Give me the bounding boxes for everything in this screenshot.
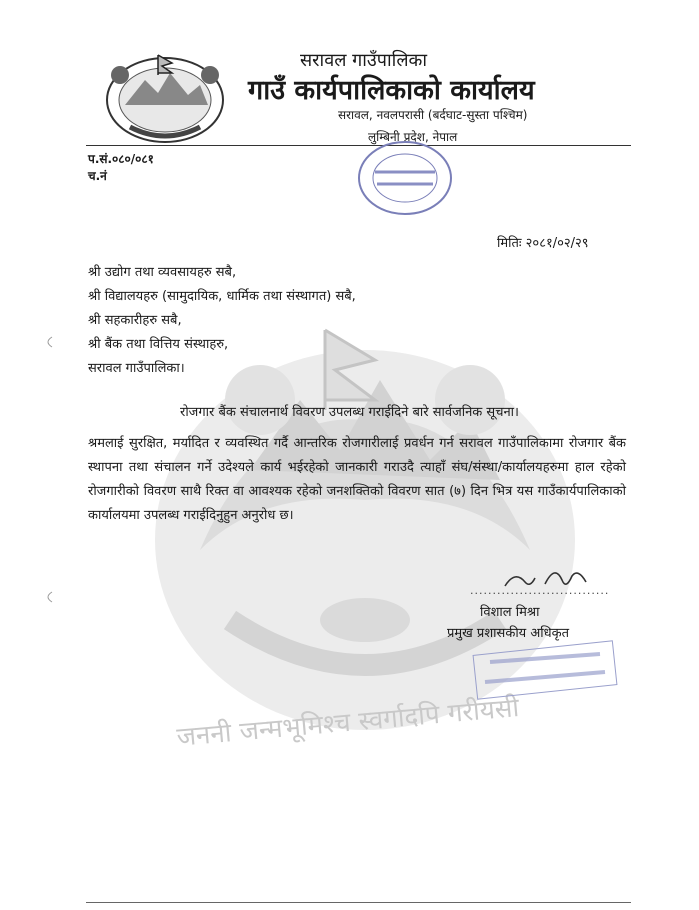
addressee-line: श्री उद्योग तथा व्यवसायहरु सबै,	[88, 265, 237, 280]
notice-body: श्रमलाई सुरक्षित, मर्यादित र व्यवस्थित गर्दै आन्तरिक रोजगारीलाई प्रवर्धन गर्न सरावल गाउँपालिकामा रोजगार बैंक स्थापना तथा संचालन गर्ने उदेश्यले कार्य भईरहेको जानकारी गराउदै त्याहाँ संघ/संस्था/कार्यालयहरुमा हाल रहेको रोजगारीको विवरण साथै रिक्त वा आवश्यक रहेको जनशक्तिको विवरण सात (७) दिन भित्र यस गाउँकार्यपालिकाको कार्यालयमा उपलब्ध गराईदिनुहुन अनुरोध छ।	[88, 436, 626, 523]
nepal-emblem-icon	[100, 45, 230, 145]
addressee-line: श्री सहकारीहरु सबै,	[88, 313, 182, 328]
office-name: गाउँ कार्यपालिकाको कार्यालय	[248, 75, 535, 106]
dispatch-number: च.नं	[88, 169, 107, 183]
reference-number: प.सं.०८०/०८१	[88, 152, 154, 166]
address-line-2: लुम्बिनी प्रदेश, नेपाल	[368, 130, 458, 144]
address-line-1: सरावल, नवलपरासी (बर्दघाट-सुस्ता पश्चिम)	[338, 108, 528, 122]
municipality-name: सरावल गाउँपालिका	[300, 50, 428, 71]
signature-line: ...............................	[470, 584, 610, 597]
office-stamp-icon	[355, 138, 455, 218]
addressee-line: श्री विद्यालयहरु (सामुदायिक, धार्मिक तथा संस्थागत) सबै,	[88, 289, 356, 304]
watermark-motto: जननी जन्मभूमिश्च स्वर्गादपि गरीयसी	[175, 693, 521, 753]
notice-subject: रोजगार बैंक संचालनार्थ विवरण उपलब्ध गराईदिने बारे सार्वजनिक सूचना।	[180, 405, 519, 420]
designation-stamp-icon	[455, 640, 625, 700]
addressee-line: श्री बैंक तथा वित्तिय संस्थाहरु,	[88, 337, 229, 352]
addressee-line: सरावल गाउँपालिका।	[88, 361, 185, 376]
binder-hole-icon	[42, 335, 54, 349]
signatory-title: प्रमुख प्रशासकीय अधिकृत	[447, 626, 570, 641]
binder-hole-icon	[42, 590, 54, 604]
signatory-name: विशाल मिश्रा	[480, 605, 540, 620]
footer-divider	[86, 902, 631, 903]
letter-date: मितिः २०८१/०२/२९	[497, 236, 589, 251]
